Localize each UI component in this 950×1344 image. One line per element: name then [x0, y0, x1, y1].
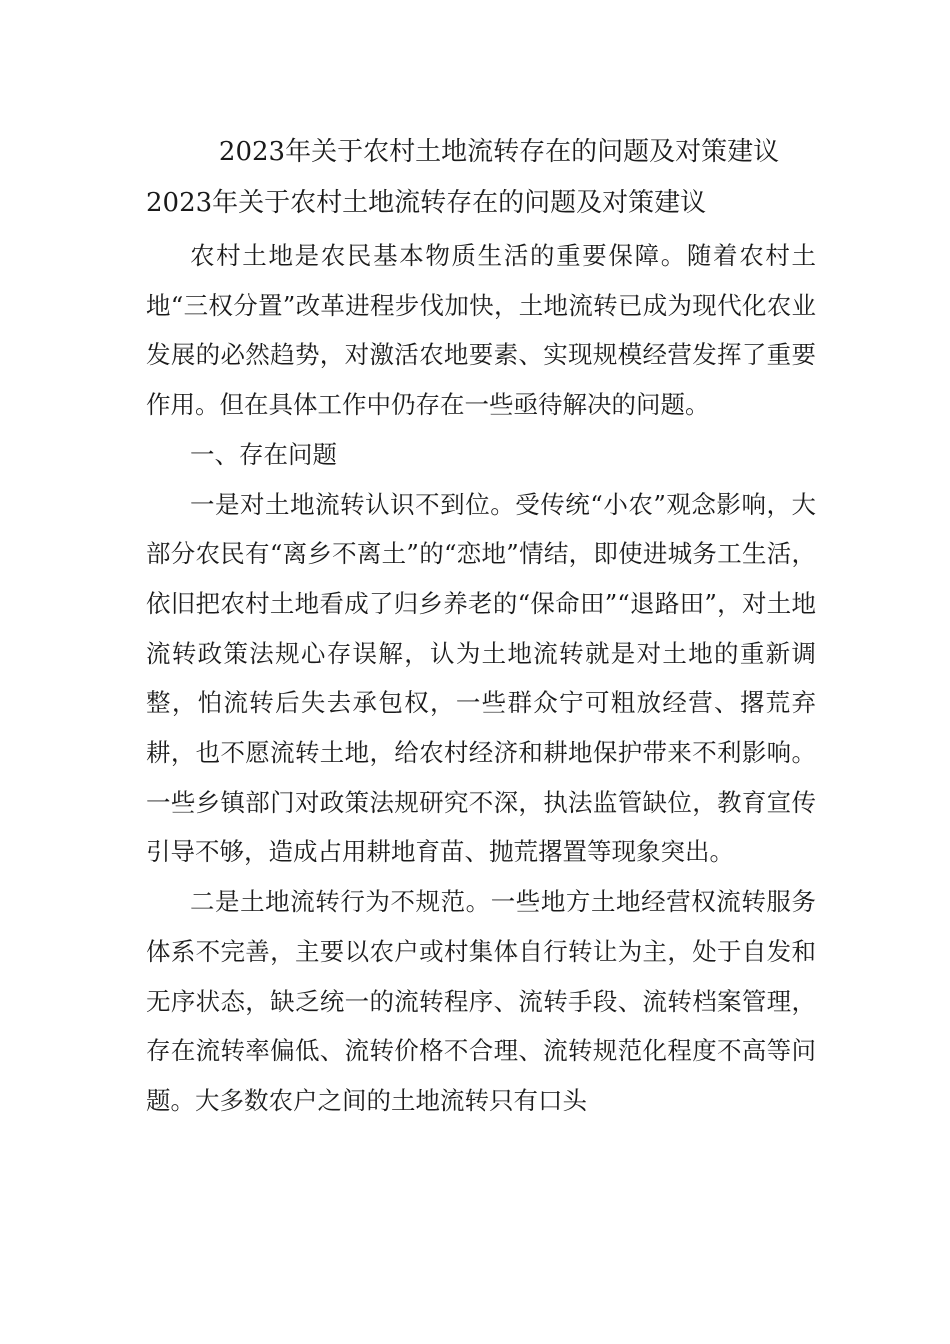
intro-paragraph: 农村土地是农民基本物质生活的重要保障。随着农村土地“三权分置”改革进程步伐加快，土地流转已成为现代化农业发展的必然趋势，对激活农地要素、实现规模经营发挥了重要作用。但在具体工作中仍存在一些亟待解决的问题。: [146, 241, 816, 420]
document-title-centered: 2023年关于农村土地流转存在的问题及对策建议: [218, 137, 780, 167]
document-body: [146, 128, 816, 1126]
document-title-left: 2023年关于农村土地流转存在的问题及对策建议: [146, 188, 707, 218]
body-paragraph-2: 二是土地流转行为不规范。一些地方土地经营权流转服务体系不完善，主要以农户或村集体自行转让为主，处于自发和无序状态，缺乏统一的流转程序、流转手段、流转档案管理，存在流转率偏低、流转价格不合理、流转规范化程度不高等问题。大多数农户之间的土地流转只有口头: [146, 887, 816, 1115]
section-heading: 一、存在问题: [190, 439, 337, 469]
body-paragraph-1: 一是对土地流转认识不到位。受传统“小农”观念影响，大部分农民有“离乡不离土”的“恋地”情结，即使进城务工生活，依旧把农村土地看成了归乡养老的“保命田”“退路田”，对土地流转政策法规心存误解，认为土地流转就是对土地的重新调整，怕流转后失去承包权，一些群众宁可粗放经营、撂荒弃耕，也不愿流转土地，给农村经济和耕地保护带来不利影响。一些乡镇部门对政策法规研究不深，执法监管缺位，教育宣传引导不够，造成占用耕地育苗、抛荒撂置等现象突出。: [146, 489, 816, 867]
